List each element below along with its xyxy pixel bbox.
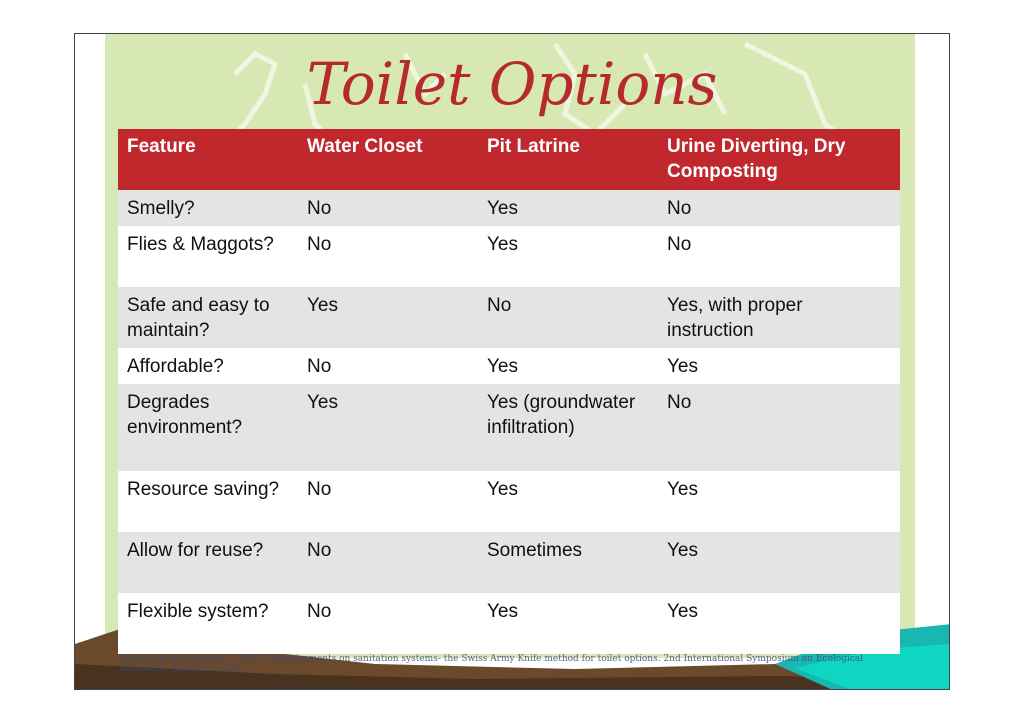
table-cell: Yes bbox=[478, 226, 658, 287]
table-row bbox=[118, 226, 900, 287]
table-cell: Yes (groundwater infiltration) bbox=[478, 384, 658, 471]
table-cell: No bbox=[478, 287, 658, 348]
slide-title: Toilet Options bbox=[306, 50, 718, 118]
toilet-options-table bbox=[118, 129, 900, 654]
table-cell: No bbox=[298, 226, 478, 287]
table-cell: No bbox=[298, 532, 478, 593]
citation-footnote: Adapted from Dorngan, J. (2003) Requirements on sanitation systems- the Swiss Army Knife method for toilet options. 2nd International Symposium on Ecological Sanitation. Eschborn: GTZ bbox=[120, 654, 864, 674]
table-row bbox=[118, 287, 900, 348]
table-cell: Yes, with proper instruction bbox=[658, 287, 900, 348]
table-cell: No bbox=[298, 593, 478, 654]
table-cell: Yes bbox=[298, 287, 478, 348]
table-cell: Yes bbox=[658, 532, 900, 593]
table-cell: Yes bbox=[658, 471, 900, 532]
table-cell: Yes bbox=[478, 593, 658, 654]
table-cell: No bbox=[658, 384, 900, 471]
table-row bbox=[118, 593, 900, 654]
table-cell: Sometimes bbox=[478, 532, 658, 593]
slide bbox=[74, 33, 950, 690]
table-cell: Yes bbox=[298, 384, 478, 471]
table-cell: Allow for reuse? bbox=[118, 532, 298, 593]
table-row bbox=[118, 190, 900, 226]
table-cell: Resource saving? bbox=[118, 471, 298, 532]
table-row bbox=[118, 532, 900, 593]
table-cell: Flies & Maggots? bbox=[118, 226, 298, 287]
table-cell: No bbox=[298, 471, 478, 532]
table-row bbox=[118, 471, 900, 532]
header-water-closet: Water Closet bbox=[298, 129, 478, 190]
table-cell: No bbox=[658, 190, 900, 226]
table-cell: No bbox=[298, 348, 478, 384]
header-pit-latrine: Pit Latrine bbox=[478, 129, 658, 190]
table-cell: Affordable? bbox=[118, 348, 298, 384]
table-cell: Yes bbox=[478, 348, 658, 384]
table-cell: Flexible system? bbox=[118, 593, 298, 654]
table-cell: Yes bbox=[478, 190, 658, 226]
table-cell: Safe and easy to maintain? bbox=[118, 287, 298, 348]
table-cell: Degrades environment? bbox=[118, 384, 298, 471]
table-cell: Yes bbox=[658, 593, 900, 654]
table-cell: No bbox=[298, 190, 478, 226]
table-cell: Smelly? bbox=[118, 190, 298, 226]
table-header-row bbox=[118, 129, 900, 190]
table-cell: Yes bbox=[658, 348, 900, 384]
table-cell: No bbox=[658, 226, 900, 287]
table-row bbox=[118, 348, 900, 384]
table-cell: Yes bbox=[478, 471, 658, 532]
header-udd-composting: Urine Diverting, Dry Composting bbox=[658, 129, 900, 190]
table-row bbox=[118, 384, 900, 471]
header-feature: Feature bbox=[118, 129, 298, 190]
